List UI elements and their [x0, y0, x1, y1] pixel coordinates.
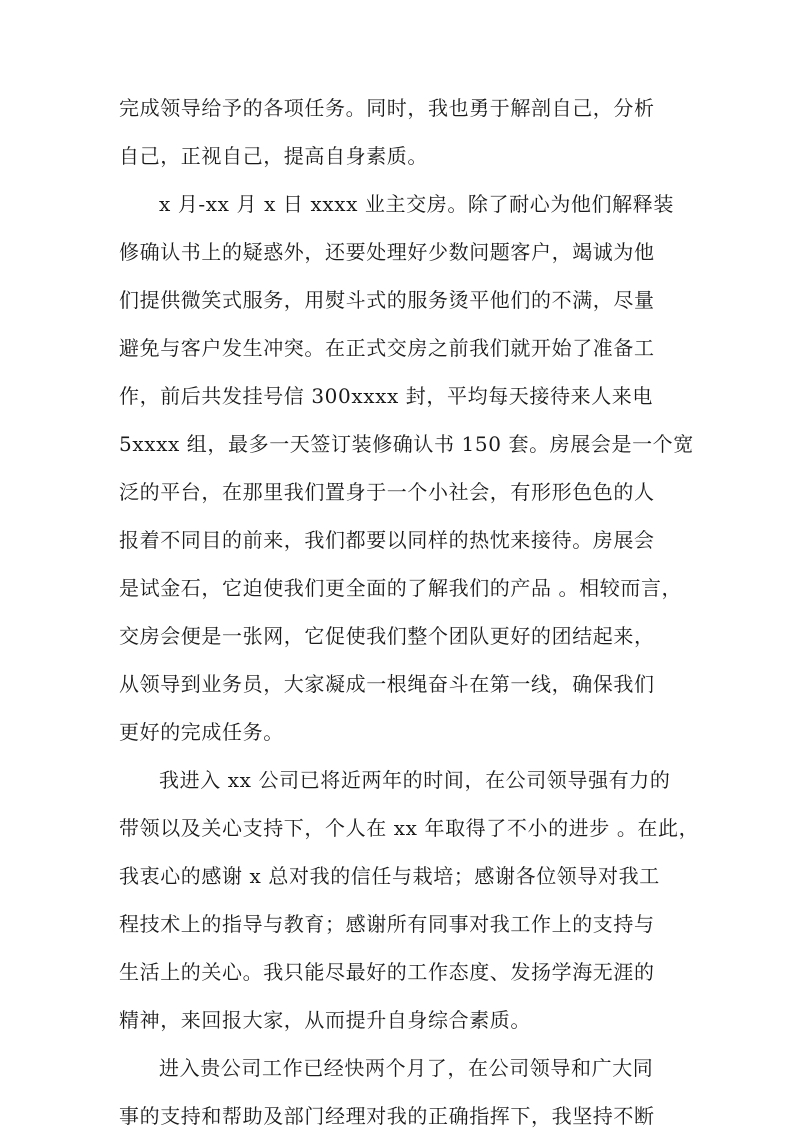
text-line: 我衷心的感谢 x 总对我的信任与栽培；感谢各位领导对我工 [119, 864, 660, 888]
text-line: 从领导到业务员，大家凝成一根绳奋斗在第一线，确保我们 [119, 672, 655, 696]
text-line: 避免与客户发生冲突。在正式交房之前我们就开始了准备工 [119, 336, 655, 360]
text-line: 作，前后共发挂号信 300xxxx 封，平均每天接待来人来电 [119, 384, 654, 408]
text-line: 事的支持和帮助及部门经理对我的正确指挥下，我坚持不断 [119, 1104, 655, 1128]
text-line: 生活上的关心。我只能尽最好的工作态度、发扬学海无涯的 [119, 960, 655, 984]
text-line: 更好的完成任务。 [119, 720, 284, 744]
paragraph-first-line: 进入贵公司工作已经快两个月了，在公司领导和广大同 [159, 1056, 654, 1080]
text-line: 带领以及关心支持下，个人在 xx 年取得了不小的进步 。在此， [119, 816, 700, 840]
text-line: 是试金石，它迫使我们更全面的了解我们的产品 。相较而言， [119, 576, 683, 600]
text-line: 精神，来回报大家，从而提升自身综合素质。 [119, 1008, 531, 1032]
text-line: 泛的平台，在那里我们置身于一个小社会，有形形色色的人 [119, 480, 655, 504]
text-line: 交房会便是一张网，它促使我们整个团队更好的团结起来， [119, 624, 655, 648]
text-line: 完成领导给予的各项任务。同时，我也勇于解剖自己，分析 [119, 96, 655, 120]
text-line: 程技术上的指导与教育；感谢所有同事对我工作上的支持与 [119, 912, 655, 936]
text-line: 自己，正视自己，提高自身素质。 [119, 144, 428, 168]
document-body [119, 84, 700, 1140]
text-line: 报着不同目的前来，我们都要以同样的热忱来接待。房展会 [119, 528, 655, 552]
paragraph-first-line: 我进入 xx 公司已将近两年的时间，在公司领导强有力的 [159, 768, 671, 792]
text-line: 5xxxx 组，最多一天签订装修确认书 150 套。房展会是一个宽 [119, 432, 694, 456]
text-line: 们提供微笑式服务，用熨斗式的服务烫平他们的不满，尽量 [119, 288, 655, 312]
paragraph-first-line: x 月-xx 月 x 日 xxxx 业主交房。除了耐心为他们解释装 [159, 192, 674, 216]
text-line: 修确认书上的疑惑外，还要处理好少数问题客户，竭诚为他 [119, 240, 655, 264]
